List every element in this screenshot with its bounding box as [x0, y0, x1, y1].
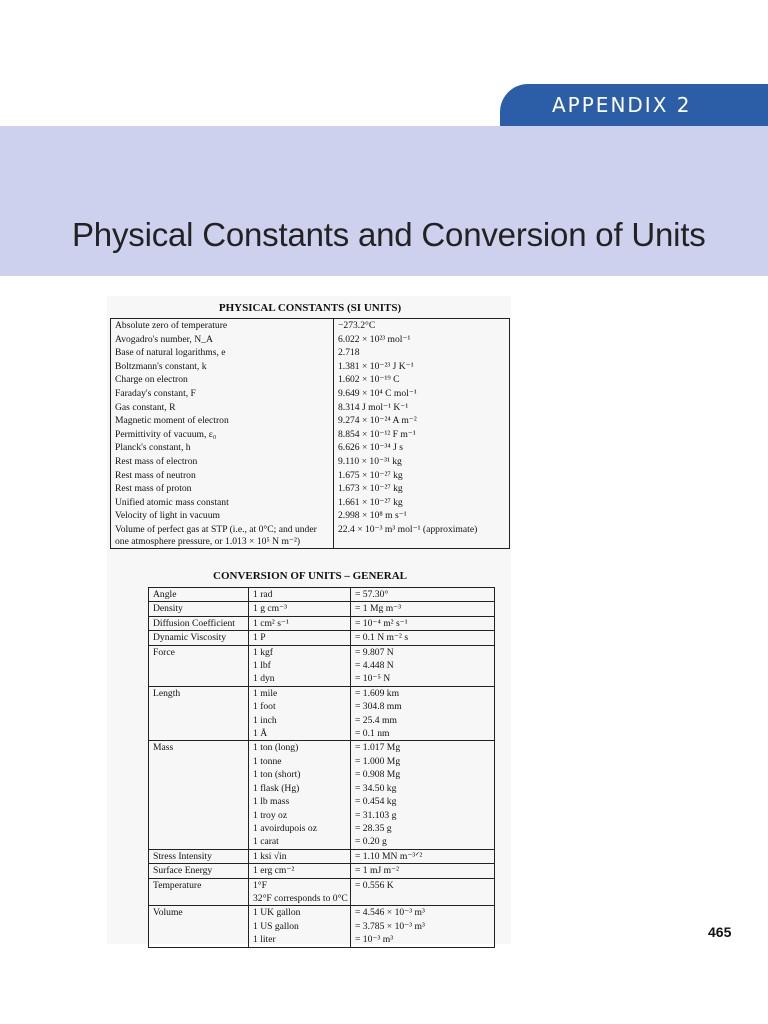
constant-value: 8.854 × 10⁻¹² F m⁻¹ [338, 428, 416, 440]
converted-value: = 9.807 N = 4.448 N = 10⁻⁵ N [351, 645, 495, 686]
unit-value: 1 UK gallon 1 US gallon 1 liter [249, 906, 351, 947]
table-row [149, 616, 495, 630]
constant-name: Planck's constant, h [111, 441, 334, 455]
constant-name: Rest mass of proton [111, 482, 334, 496]
physical-constants-table [110, 318, 510, 549]
unit-value: 1 ton (long) 1 tonne 1 ton (short) 1 flask (Hg) 1 lb mass 1 troy oz 1 avoirdupois oz 1 carat [249, 741, 351, 849]
table-row [111, 523, 510, 549]
table-row [111, 319, 510, 333]
constant-name: Absolute zero of temperature [111, 319, 334, 333]
quantity-name: Mass [149, 741, 249, 849]
unit-value: 1°F 32°F corresponds to 0°C [249, 878, 351, 906]
converted-value: = 1.10 MN m⁻³ᐟ² [351, 849, 495, 863]
unit-value: 1 P [249, 631, 351, 645]
constant-value: 1.381 × 10⁻²³ J K⁻¹ [338, 360, 414, 372]
converted-value: = 10⁻⁴ m² s⁻¹ [351, 616, 495, 630]
constant-value: −273.2°C [338, 320, 376, 331]
conversion-units-table [148, 587, 495, 948]
converted-value: = 0.1 N m⁻² s [351, 631, 495, 645]
table-row [111, 469, 510, 483]
unit-value: 1 rad [249, 588, 351, 602]
constant-value: 2.998 × 10⁸ m s⁻¹ [338, 510, 407, 522]
quantity-name: Dynamic Viscosity [149, 631, 249, 645]
quantity-name: Diffusion Coefficient [149, 616, 249, 630]
table-row [111, 387, 510, 401]
quantity-name: Surface Energy [149, 864, 249, 878]
constant-value: 1.673 × 10⁻²⁷ kg [338, 483, 403, 495]
table-row [111, 482, 510, 496]
constant-name: Volume of perfect gas at STP (i.e., at 0°C; and under one atmosphere pressure, or 1.013 × 10⁵ N m⁻²) [111, 523, 334, 549]
table-row [149, 686, 495, 741]
quantity-name: Density [149, 602, 249, 616]
table-row [111, 414, 510, 428]
table-row [111, 360, 510, 374]
converted-value: = 0.556 K [351, 878, 495, 906]
unit-value: 1 g cm⁻³ [249, 602, 351, 616]
constant-value: 22.4 × 10⁻³ m³ mol⁻¹ (approximate) [338, 523, 478, 535]
unit-value: 1 erg cm⁻² [249, 864, 351, 878]
quantity-name: Volume [149, 906, 249, 947]
converted-value: = 4.546 × 10⁻³ m³ = 3.785 × 10⁻³ m³ = 10⁻³ m³ [351, 906, 495, 947]
table-row [149, 906, 495, 947]
constant-value: 9.649 × 10⁴ C mol⁻¹ [338, 387, 417, 399]
quantity-name: Temperature [149, 878, 249, 906]
unit-value: 1 kgf 1 lbf 1 dyn [249, 645, 351, 686]
table-row [149, 878, 495, 906]
unit-value: 1 mile 1 foot 1 inch 1 Å [249, 686, 351, 741]
converted-value: = 1.017 Mg = 1.000 Mg = 0.908 Mg = 34.50 kg = 0.454 kg = 31.103 g = 28.35 g = 0.20 g [351, 741, 495, 849]
table-row [111, 346, 510, 360]
constant-value: 2.718 [338, 347, 360, 359]
table-row [111, 455, 510, 469]
table-row [111, 373, 510, 387]
constant-name: Boltzmann's constant, k [111, 360, 334, 374]
quantity-name: Force [149, 645, 249, 686]
table-row [111, 401, 510, 415]
table-row [111, 333, 510, 347]
unit-value: 1 cm² s⁻¹ [249, 616, 351, 630]
table-row [149, 602, 495, 616]
constant-name: Magnetic moment of electron [111, 414, 334, 428]
constant-value: 1.602 × 10⁻¹⁹ C [338, 374, 400, 386]
constant-name: Permittivity of vacuum, ε₀ [111, 428, 334, 442]
constant-value: 6.022 × 10²³ mol⁻¹ [338, 333, 411, 345]
converted-value: = 1.609 km = 304.8 mm = 25.4 mm = 0.1 nm [351, 686, 495, 741]
constant-name: Unified atomic mass constant [111, 496, 334, 510]
appendix-label: APPENDIX 2 [552, 93, 692, 117]
quantity-name: Stress Intensity [149, 849, 249, 863]
constant-value: 8.314 J mol⁻¹ K⁻¹ [338, 401, 409, 413]
constant-name: Faraday's constant, F [111, 387, 334, 401]
table-row [149, 588, 495, 602]
table-row [149, 864, 495, 878]
constant-value: 9.110 × 10⁻³¹ kg [338, 455, 402, 467]
chapter-title: Physical Constants and Conversion of Units [72, 216, 706, 253]
quantity-name: Angle [149, 588, 249, 602]
unit-value: 1 ksi √in [249, 849, 351, 863]
constant-name: Avogadro's number, N_A [111, 333, 334, 347]
converted-value: = 1 mJ m⁻² [351, 864, 495, 878]
converted-value: = 57.30° [351, 588, 495, 602]
quantity-name: Length [149, 686, 249, 741]
physical-constants-title: PHYSICAL CONSTANTS (SI UNITS) [218, 302, 402, 314]
constant-name: Rest mass of neutron [111, 469, 334, 483]
constant-value: 6.626 × 10⁻³⁴ J s [338, 442, 403, 454]
table-row [149, 645, 495, 686]
constant-value: 1.675 × 10⁻²⁷ kg [338, 469, 403, 481]
conversion-units-title: CONVERSION OF UNITS – GENERAL [213, 570, 407, 582]
table-row [149, 849, 495, 863]
table-row [111, 496, 510, 510]
appendix-tab [500, 84, 768, 126]
constant-value: 9.274 × 10⁻²⁴ A m⁻² [338, 415, 417, 427]
constant-name: Gas constant, R [111, 401, 334, 415]
constant-name: Charge on electron [111, 373, 334, 387]
constant-name: Velocity of light in vacuum [111, 509, 334, 523]
converted-value: = 1 Mg m⁻³ [351, 602, 495, 616]
table-row [149, 741, 495, 849]
constant-value: 1.661 × 10⁻²⁷ kg [338, 496, 403, 508]
page-number: 465 [708, 924, 732, 940]
constant-name: Rest mass of electron [111, 455, 334, 469]
table-row [111, 441, 510, 455]
table-row [149, 631, 495, 645]
constant-name: Base of natural logarithms, e [111, 346, 334, 360]
table-row [111, 428, 510, 442]
table-row [111, 509, 510, 523]
